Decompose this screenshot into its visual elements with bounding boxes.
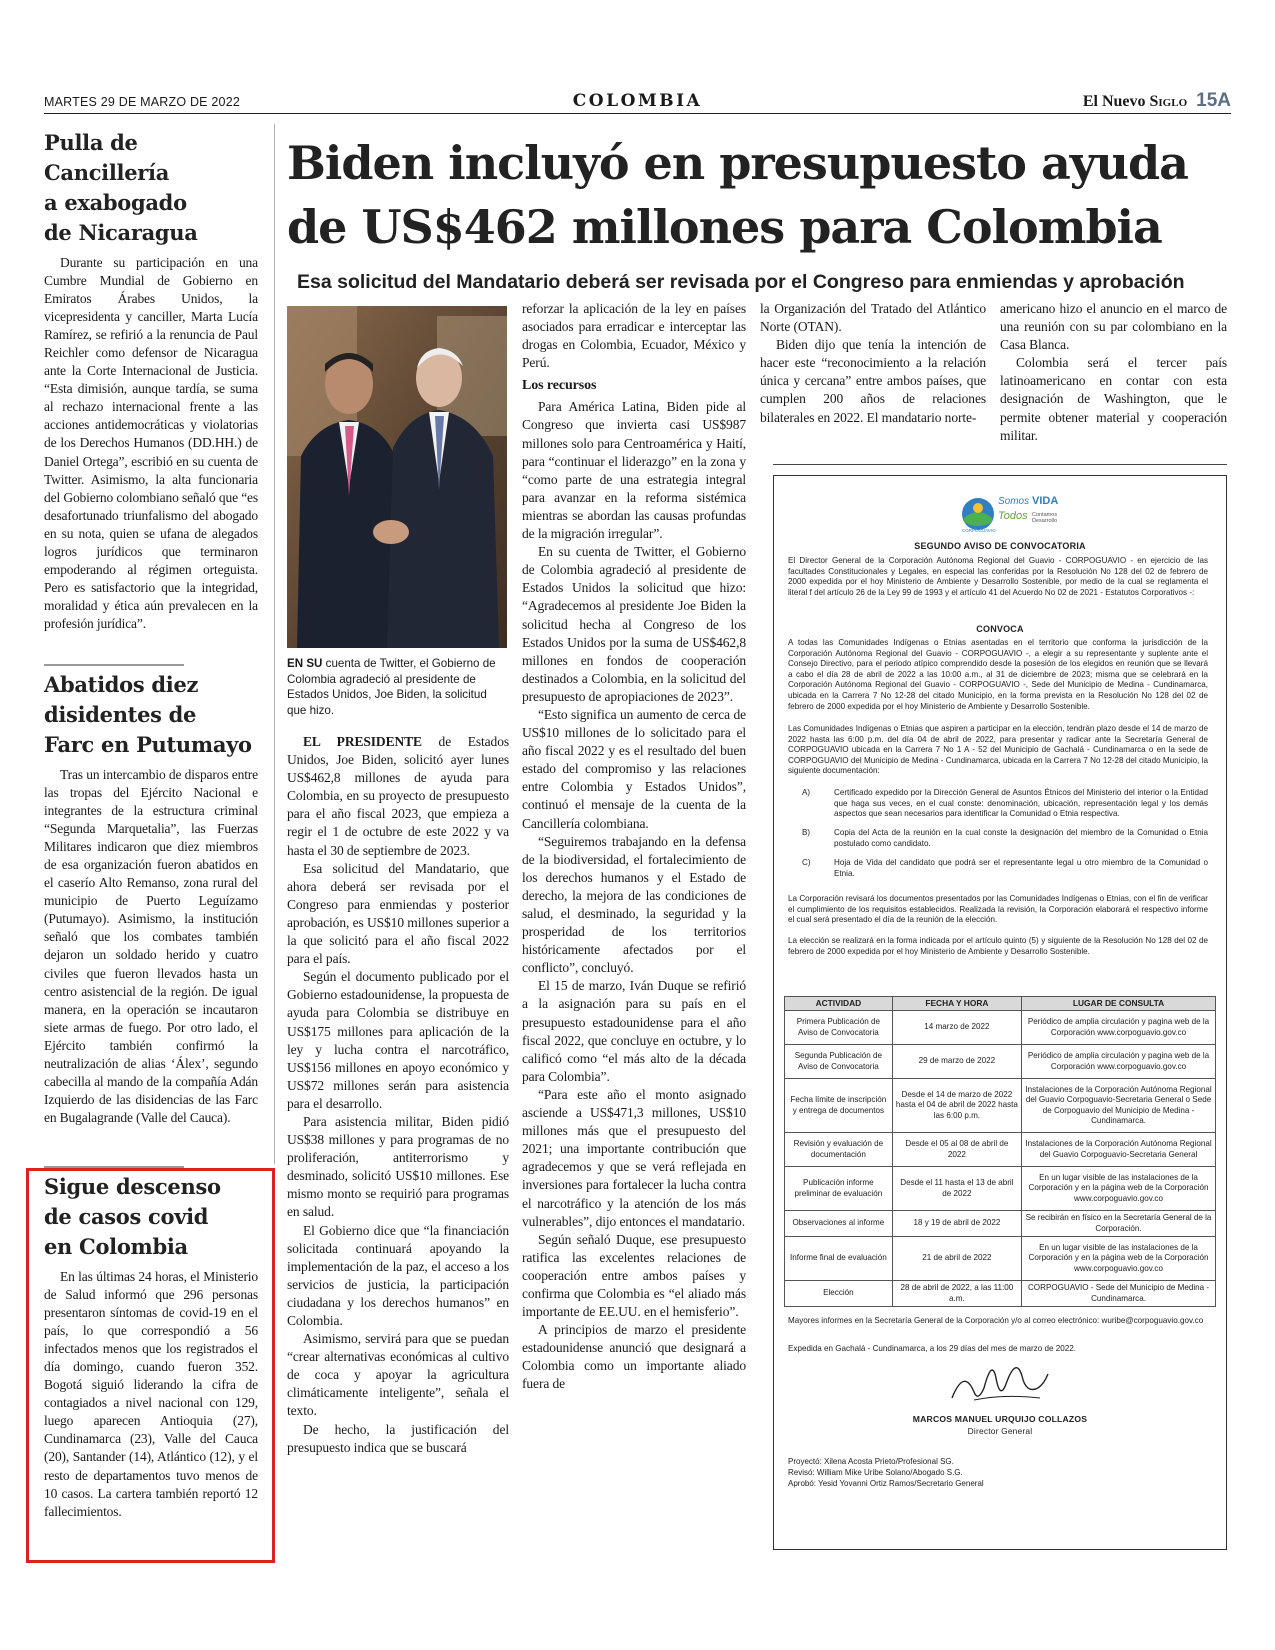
article-paragraph: De hecho, la justificación del presupuesto indica que se buscará [287, 1421, 509, 1455]
newspaper-brand [1083, 90, 1231, 112]
story-1-title: Pulla de Cancillería a exabogado de Nicaragua [44, 130, 198, 245]
story-3-title: Sigue descenso de casos covid en Colombia [44, 1174, 221, 1259]
signer-name: MARCOS MANUEL URQUIJO COLLAZOS [912, 1414, 1088, 1424]
sidebar-column-rule [274, 124, 275, 1164]
article-paragraph: reforzar la aplicación de la ley en países asociados para erradicar e interceptar las drogas en Colombia, Ecuador, México y Perú. [522, 301, 746, 371]
section-name: COLOMBIA [572, 91, 703, 111]
article-paragraph: Colombia será el tercer país latinoamericano en contar con esta designación de Washington, que le permite obtener material y cooperación militar. [1000, 355, 1227, 443]
page-number: 15A [1196, 90, 1231, 111]
story-2-body: Tras un intercambio de disparos entre las tropas del Ejército Nacional e integrantes de la estructura criminal “Segunda Marquetalia”, las Fuerzas Militares indicaron que diez miembros de esa organización fueron abatidos en el caserío Alto Remanso, zona rural del municipio de Puerto Leguízamo (Putumayo). Asimismo, la institución señaló que los combates también dejaron un soldado herido y cuatro civiles que fueron llevados hasta un centro asistencial de la región. De igual manera, en la operación se incautaron siete armas de fuego. Por otro lado, el Ejército también confirmó la neutralización de alias ‘Álex’, segundo cabecilla al mando de la compañía Adán Izquierdo de las disidencias de las Farc en Bugalagrande (Valle del Cauca). [44, 767, 258, 1125]
article-paragraph: Según el documento publicado por el Gobierno estadounidense, la propuesta de ayuda para Colombia se distribuye en US$175 millones para aplicación de la ley y lucha contra el narcotráfico, US$156 millones en apoyo económico y US$72 millones serán para asistencia para el desarrollo. [287, 969, 509, 1111]
sidebar-story-1 [44, 128, 258, 633]
article-column-2 [522, 300, 746, 1394]
article-paragraph: El 15 de marzo, Iván Duque se refirió a la asignación para su país en el presupuesto estadounidense para el año fiscal 2022, que concluye en octubre, y lo calificó como “el más alto de la década para Colombia”. [522, 978, 746, 1084]
logo-text-org: CORPOGUAVIO [962, 528, 996, 533]
notice-paragraph-2: A todas las Comunidades Indígenas o Etnias asentadas en el territorio que conforma la jurisdicción de la Corporación Autónoma Regional del Guavio - CORPOGUAVIO -, a elegir a su representante y suplente ante el Consejo Directivo, para el periodo atípico comprendido desde la posesión de los elegidos en reunión que se llevará a cabo el día 28 de abril de 2022 a las 10:00 a.m., al 31 de diciembre de 2023; misma que se celebrará en la Corporación Autónoma Regional del Guavio - CORPOGUAVIO -, Sede del Municipio de Medina - Cundinamarca, ubicada en la Carrera 7 No 12-28 del citado Municipio, en la forma prevista en la Resolución No 128 del 02 de febrero de 2000 expedida por el hoy Ministerio de Ambiente y Desarrollo Sostenible. [788, 638, 1208, 711]
article-paragraph: Para América Latina, Biden pide al Congreso que invierta casi US$987 millones solo para Centroamérica y Haití, para “continuar el liderazgo” en la zona y “como parte de una estrategia integral para avanzar en la reforma sistémica mientras se abordan las causas profundas de la migración irregular”. [522, 399, 746, 542]
article-paragraph: americano hizo el anuncio en el marco de una reunión con su par colombiano en la Casa Blanca. [1000, 301, 1227, 353]
sidebar-story-2 [44, 670, 258, 1127]
notice-footer-1: Mayores informes en la Secretaría General de la Corporación y/o al correo electrónico: wuribe@corpoguavio.gov.co [788, 1316, 1204, 1325]
article-paragraph: Esa solicitud del Mandatario, que ahora deberá ser revisada por el Congreso para enmiendas y posterior aprobación, es US$10 millones superior a la que solicitó para el año fiscal 2022 para el país. [287, 860, 509, 967]
photo-caption: EN SU cuenta de Twitter, el Gobierno de Colombia agradeció al presidente de Estados Unidos, Joe Biden, la solicitud que hizo. [287, 657, 496, 717]
signature-icon [944, 1348, 1054, 1408]
logo-text-vida: VIDA [1032, 495, 1059, 507]
story-1-body: Durante su participación en una Cumbre Mundial de Gobierno en Emiratos Árabes Unidos, la vicepresidenta y canciller, Marta Lucía Ramírez, se refirió a la renuncia de Paul Reichler como defensor de Nicaragua ante la Corte Internacional de Justicia. “Esta dimisión, aunque tardía, se suma al rechazo internacional frente a las acciones antidemocráticas y violatorias de los Derechos Humanos (DD.HH.) de Daniel Ortega”, escribió en su cuenta de Twitter. Asimismo, la alta funcionaria del Gobierno colombiano señaló que “es desafortunado triunfalismo del abogado en su nota, quien se ufana de alegados logros jurídicos que terminaron empoderando al régimen orteguista. Pero es satisfactorio que la integridad, moralidad y ética aún prevalecen en la profesión jurídica”. [44, 255, 258, 631]
story-2-title: Abatidos diez disidentes de Farc en Putumayo [44, 672, 252, 757]
article-paragraph: A principios de marzo el presidente estadounidense anunció que designará a Colombia como un importante aliado fuera de [522, 1322, 746, 1392]
logo-text-desarrollo: Contamos Desarrollo [1032, 512, 1058, 524]
notice-paragraph-1: El Director General de la Corporación Autónoma Regional del Guavio - CORPOGUAVIO - en ejercicio de las facultades Constitucionales y Legales, en especial las conferidas por la Resolución No 128 del 02 de febrero de 2000 expedida por el hoy Ministerio de Ambiente y Desarrollo Sostenible, por medio de la cual se reglamenta el literal f del artículo 26 de la Ley 99 de 1993 y el artículo 41 del Acuerdo No 02 de 2021 - Estatutos Corporativos -: [788, 556, 1208, 597]
credit-line: Revisó: William Mike Uribe Solano/Abogado S.G. [788, 1468, 963, 1477]
header-rule [44, 113, 1231, 114]
column-header: ACTIVIDAD [785, 997, 893, 1011]
article-paragraph: “Esto significa un aumento de cerca de US$10 millones de lo solicitado para el año fiscal 2022 y es el resultado del buen estado del compromiso y las relaciones entre Colombia y Estados Unidos”, continuó el mensaje de la cuenta de la Cancillería colombiana. [522, 706, 746, 831]
article-paragraph: El Gobierno dice que “la financiación solicitada continuará apoyando la implementación de la paz, el acceso a los servicios de justicia, la participación ciudadana y los derechos humanos” en Colombia. [287, 1222, 509, 1328]
signer-role: Director General [967, 1426, 1033, 1436]
schedule-table [784, 996, 1216, 1307]
article-photo [287, 306, 507, 648]
article-subhead: Esa solicitud del Mandatario deberá ser revisada por el Congreso para enmiendas y aprobación [297, 271, 1185, 293]
credit-line: Aprobó: Yesid Yovanni Ortiz Ramos/Secretario General [788, 1479, 984, 1488]
sidebar-divider-1 [44, 664, 184, 666]
notice-title: SEGUNDO AVISO DE CONVOCATORIA [914, 541, 1086, 551]
table-row: Primera Publicación de Aviso de Convocatoria 14 marzo de 2022 Periódico de amplia circulación y pagina web de la Corporación www.corpoguavio.gov.co [785, 1011, 1216, 1045]
article-paragraph: EL PRESIDENTE de Estados Unidos, Joe Biden, solicitó ayer lunes US$462,8 millones de ayuda para Colombia, en su proyecto de presupuesto para el año fiscal 2023, que empieza a regir el 1 de octubre de este 2022 y va hasta el 30 de septiembre de 2023. [287, 734, 509, 858]
article-subheading: Los recursos [522, 378, 597, 394]
article-paragraph: En su cuenta de Twitter, el Gobierno de Colombia agradeció al presidente de Estados Unidos la solicitud que hizo: “Agradecemos al presidente Joe Biden la solicitud hecha al Congreso de los Estados Unidos por la suma de US$462,8 millones en fondos de cooperación destinados a Colombia, en la solicitud del presupuesto de apropiaciones de 2023”. [522, 544, 746, 704]
notice-paragraph-4: La Corporación revisará los documentos presentados por las Comunidades Indígenas o Etnias, con el fin de verificar el cumplimiento de los requisitos establecidos. Realizada la revisión, la Corporación elaborará el respectivo informe el cual será presentado el día de la reunión de la elección. [788, 894, 1208, 925]
article-paragraph: Según señaló Duque, ese presupuesto ratifica las excelentes relaciones de cooperación entre ambos países y confirma que Colombia es “el aliado más importante de EE.UU. en el hemisferio”. [522, 1231, 746, 1320]
table-row: Elección 28 de abril de 2022, a las 11:00 a.m. CORPOGUAVIO - Sede del Municipio de Medina - Cundinamarca. [785, 1281, 1216, 1307]
table-row: Publicación informe preliminar de evaluación Desde el 11 hasta el 13 de abril de 2022 En un lugar visible de las instalaciones de la Corporación y en la página web de la Corporación www.corpoguavio.gov.co [785, 1167, 1216, 1211]
notice-footer-2: Expedida en Gachalá - Cundinamarca, a los 29 días del mes de marzo de 2022. [788, 1344, 1076, 1353]
article-column-1 [287, 733, 509, 1457]
table-row: Fecha límite de inscripción y entrega de documentos Desde el 14 de marzo de 2022 hasta el 04 de abril de 2022 hasta las 6:00 p.m. Instalaciones de la Corporación Autónoma Regional del Guavio Corpoguavio-Secretaria General o Sede de Corpoguavio del Municipio de Medina - Cundinamarca. [785, 1079, 1216, 1133]
article-paragraph: Para asistencia militar, Biden pidió US$38 millones y para programas de no proliferación, antiterrorismo y desminado, solicitó US$10 millones. Ese mismo monto se requirió para programas en salud. [287, 1113, 509, 1220]
article-paragraph: Asimismo, servirá para que se puedan “crear alternativas económicas al cultivo de coca y apoyar la agricultura climáticamente inteligente”, señala el texto. [287, 1331, 509, 1419]
notice-top-rule [773, 464, 1227, 465]
column-header: FECHA Y HORA [892, 997, 1021, 1011]
story-3-body: En las últimas 24 horas, el Ministerio de Salud informó que 296 personas presentaron síntomas de covid-19 en el país, lo que correspondió a 56 infectados menos que los registrados el día domingo, cuando fueron 352. Bogotá siguió liderando la cifra de contagiados a nivel nacional con 129, luego aparecen Antioquia (27), Cundinamarca (23), Valle del Cauca (20), Santander (14), Atlántico (12), y el resto de departamentos tuvo menos de 10 casos. La cartera también reportó 12 fallecimientos. [44, 1269, 258, 1519]
article-column-4 [1000, 300, 1227, 445]
table-row: Informe final de evaluación 21 de abril de 2022 En un lugar visible de las instalaciones de la Corporación y en la página web de la Corporación www.corpoguavio.gov.co [785, 1237, 1216, 1281]
corpoguavio-logo [958, 492, 1078, 534]
table-row: Observaciones al informe 18 y 19 de abril de 2022 Se recibirán en físico en la Secretaría General de la Corporación. [785, 1211, 1216, 1237]
convocation-notice: Somos VIDA Todos Contamos Desarrollo CORPOGUAVIO SEGUNDO AVISO DE CONVOCATORIA El Director General de la Corporación Autónoma Regional del Guavio - CORPOGUAVIO - en ejercicio de las facultades Constitucionales y Legales, en especial las conferidas por la Resolución No 128 del 02 de febrero de 2000 expedida por el hoy Ministerio de Ambiente y Desarrollo Sostenible, por medio de la cual se reglamenta el literal f del artículo 26 de la Ley 99 de 1993 y el artículo 41 del Acuerdo No 02 de 2021 - Estatutos Corporativos -: CONVOCA A todas las Comunidades Indígenas o Etnias asentadas en el territorio que conforma la jurisdicción de la Corporación Autónoma Regional del Guavio - CORPOGUAVIO -, a elegir a su representante y suplente ante el Consejo Directivo, para el periodo atípico comprendido desde la posesión de los elegidos en reunión que se llevará a cabo el día 28 de abril de 2022 a las 10:00 a.m., al 31 de diciembre de 2023; misma que se celebrará en la Corporación Autónoma Regional del Guavio - CORPOGUAVIO -, Sede del Municipio de Medina - Cundinamarca, ubicada en la Carrera 7 No 12-28 del citado Municipio, en la forma prevista en la Resolución No 128 del 02 de febrero de 2000 expedida por el hoy Ministerio de Ambiente y Desarrollo Sostenible. Las Comunidades Indígenas o Etnias que aspiren a participar en la elección, tendrán plazo desde el 14 de marzo de 2022 hasta las 6:00 p.m. del día 04 de abril de 2022, para presentar y radicar ante la Secretaría General de CORPOGUAVIO ubicada en la Carrera 7 No 1 A - 52 del Municipio de Gachalá - Cundinamarca o en la sede de CORPOGUAVIO del Municipio de Medina - Cundinamarca, ubicada en la Carrera 7 No 12-28 del citado Municipio, la siguiente documentación: A) Certificado expedido por la Dirección General de Asuntos Étnicos del Ministerio del interior o la Entidad que haga sus veces, en el cual conste: denominación, ubicación, representación legal y los demás aspectos que sean necesarios para identificar la Comunidad o Etnia respectiva. B) Copia del Acta de la reunión en la cual conste la designación del miembro de la Comunidad o Etnia postulado como candidato. C) Hoja de Vida del candidato que podrá ser el representante legal u otro miembro de la Comunidad o Etnia. La Corporación revisará los documentos presentados por las Comunidades Indígenas o Etnias, con el fin de verificar el cumplimiento de los requisitos establecidos. Realizada la revisión, la Corporación elaborará el respectivo informe el cual será presentado el día de la reunión de la elección. La elección se realizará en la forma indicada por el artículo quinto (5) y siguiente de la Resolución No 128 del 02 de febrero de 2000 expedida por el hoy Ministerio de Ambiente y Desarrollo Sostenible. ACTIVIDAD FECHA Y HORA LUGAR DE CONSULTA Primera Publicación de Aviso de Convocatoria 14 marzo de 2022 Periódico de amplia circulación y pagina web de la Corporación www.corpoguavio.gov.co Segunda Publicación de Aviso de Convocatoria 29 de marzo de 2022 Periódico de amplia circulación y pagina web de la Corporación www.corpoguavio.gov.co Fecha límite de inscripción y entrega de documentos Desde el 14 de marzo de 2022 hasta el 04 de abril de 2022 hasta las 6:00 p.m. Instalaciones de la Corporación Autónoma Regional del Guavio Corpoguavio-Secretaria General o Sede de Corpoguavio del Municipio de Medina - Cundinamarca. Revisión y evaluación de documentación Desde el 05 al 08 de abril de 2022 Instalaciones de la Corporación Autónoma Regional del Guavio Corpoguavio-Secretaria General Publicación informe preliminar de evaluación Desde el 11 hasta el 13 de abril de 2022 En un lugar visible de las instalaciones de la Corporación y en la página web de la Corporación www.corpoguavio.gov.co Observaciones al informe 18 y 19 de abril de 2022 Se recibirán en físico en la Secretaría General de la Corporación. Informe final de evaluación 21 de abril de 2022 En un lugar visible de las instalaciones de la Corporación y en la página web de la Corporación www.corpoguavio.gov.co Elección 28 de abril de 2022, a las 11:00 a.m. CORPOGUAVIO - Sede del Municipio de Medina - Cundinamarca. Mayores informes en la Secretaría General de la Corporación y/o al correo electrónico: wuribe@corpoguavio.gov.co Expedida en Gachalá - Cundinamarca, a los 29 días del mes de marzo de 2022. MARCOS MANUEL URQUIJO COLLAZOS Director General Proyectó: Xilena Acosta Prieto/Profesional SG. Revisó: William Mike Uribe Solano/Abogado S.G. Aprobó: Yesid Yovanni Ortiz Ramos/Secretario General [773, 475, 1227, 1550]
photo-illustration [287, 306, 507, 648]
logo-text-somos: Somos [998, 496, 1030, 507]
brand-part-1: El Nuevo [1082, 93, 1146, 110]
notice-paragraph-5: La elección se realizará en la forma indicada por el artículo quinto (5) y siguiente de la Resolución No 128 del 02 de febrero de 2000 expedida por el hoy Ministerio de Ambiente y Desarrollo Sostenible. [788, 936, 1208, 956]
issue-date: MARTES 29 DE MARZO DE 2022 [44, 95, 241, 109]
sidebar-story-3 [44, 1172, 258, 1521]
article-paragraph: la Organización del Tratado del Atlántico Norte (OTAN). [760, 301, 986, 335]
brand-part-2: Siglo [1149, 93, 1188, 110]
article-paragraph: “Seguiremos trabajando en la defensa de la biodiversidad, el fortalecimiento de los derechos humanos y el Estado de derecho, la mejora de las condiciones de salud, el desminado, la seguridad y la prosperidad de los territorios históricamente afectados por el conflicto”, concluyó. [522, 833, 746, 976]
article-headline: Biden incluyó en presupuesto ayuda de US$462 millones para Colombia [287, 136, 1188, 254]
notice-credits [788, 1456, 1208, 1489]
table-header-row [785, 997, 1216, 1011]
article-paragraph: “Para este año el monto asignado asciende a US$471,3 millones, US$10 millones más que el presupuesto del 2021; una importante contribución que agradecemos y que se verá reflejada en inversiones para fortalecer la lucha contra el narcotráfico y la atención de los más vulnerables”, dijo entonces el mandatario. [522, 1086, 746, 1229]
notice-convoca: CONVOCA [976, 624, 1024, 634]
article-paragraph: Biden dijo que tenía la intención de hacer este “reconocimiento a la relación única y cercana” entre ambos países, que cumplen 200 años de relaciones bilaterales en 2022. El mandatario norte- [760, 337, 986, 425]
table-row: Segunda Publicación de Aviso de Convocatoria 29 de marzo de 2022 Periódico de amplia circulación y pagina web de la Corporación www.corpoguavio.gov.co [785, 1045, 1216, 1079]
column-header: LUGAR DE CONSULTA [1022, 997, 1216, 1011]
logo-text-todos: Todos [998, 510, 1028, 522]
credit-line: Proyectó: Xilena Acosta Prieto/Profesional SG. [788, 1457, 954, 1466]
article-column-3 [760, 300, 986, 427]
notice-paragraph-3: Las Comunidades Indígenas o Etnias que aspiren a participar en la elección, tendrán plazo desde el 14 de marzo de 2022 hasta las 6:00 p.m. del día 04 de abril de 2022, para presentar y radicar ante la Secretaría General de CORPOGUAVIO ubicada en la Carrera 7 No 1 A - 52 del Municipio de Gachalá - Cundinamarca o en la sede de CORPOGUAVIO del Municipio de Medina - Cundinamarca, ubicada en la Carrera 7 No 12-28 del citado Municipio, la siguiente documentación: [788, 724, 1208, 776]
table-row: Revisión y evaluación de documentación Desde el 05 al 08 de abril de 2022 Instalaciones de la Corporación Autónoma Regional del Guavio Corpoguavio-Secretaria General [785, 1133, 1216, 1167]
